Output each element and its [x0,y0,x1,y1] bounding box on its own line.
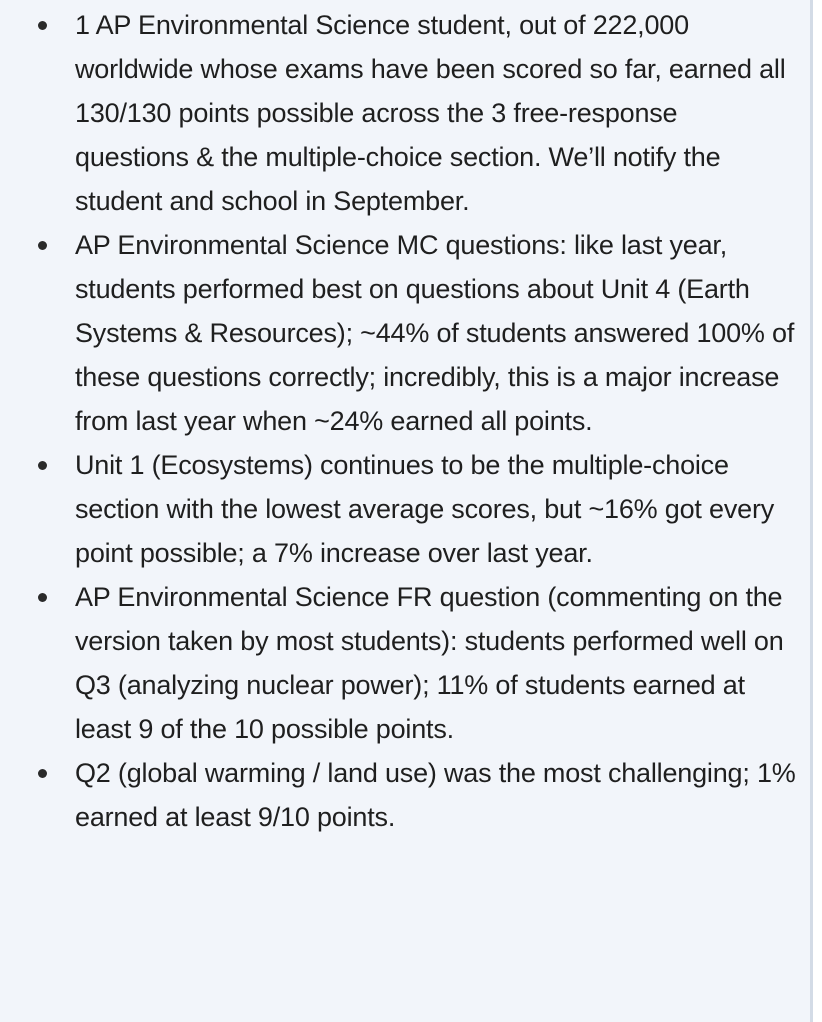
bullet-text: AP Environmental Science FR question (commenting on the version taken by most students): students performed well on Q3 (analyzing nuclear power); 11% of students earned at least 9 of the 10 possible points. [75,582,784,744]
bullet-text: Q2 (global warming / land use) was the most challenging; 1% earned at least 9/10 points. [75,758,796,832]
bullet-icon [38,461,47,470]
bullet-text: Unit 1 (Ecosystems) continues to be the multiple-choice section with the lowest average scores, but ~16% got every point possible; a 7% increase over last year. [75,450,775,568]
bullet-text: 1 AP Environmental Science student, out of 222,000 worldwide whose exams have been scored so far, earned all 130/130 points possible across the 3 free-response questions & the multiple-choice section. We’ll notify the student and school in September. [75,10,786,216]
list-item [0,3,800,223]
bullet-text: AP Environmental Science MC questions: like last year, students performed best on questions about Unit 4 (Earth Systems & Resources); ~44% of students answered 100% of these questions correctly; incredibly, this is a major increase from last year when ~24% earned all points. [75,230,795,436]
list-item [0,575,800,751]
bullet-icon [38,21,47,30]
bullet-icon [38,769,47,778]
list-item [0,443,800,575]
bullet-icon [38,241,47,250]
bullet-icon [38,593,47,602]
list-item [0,751,800,839]
bullet-list [0,3,800,839]
list-item [0,223,800,443]
